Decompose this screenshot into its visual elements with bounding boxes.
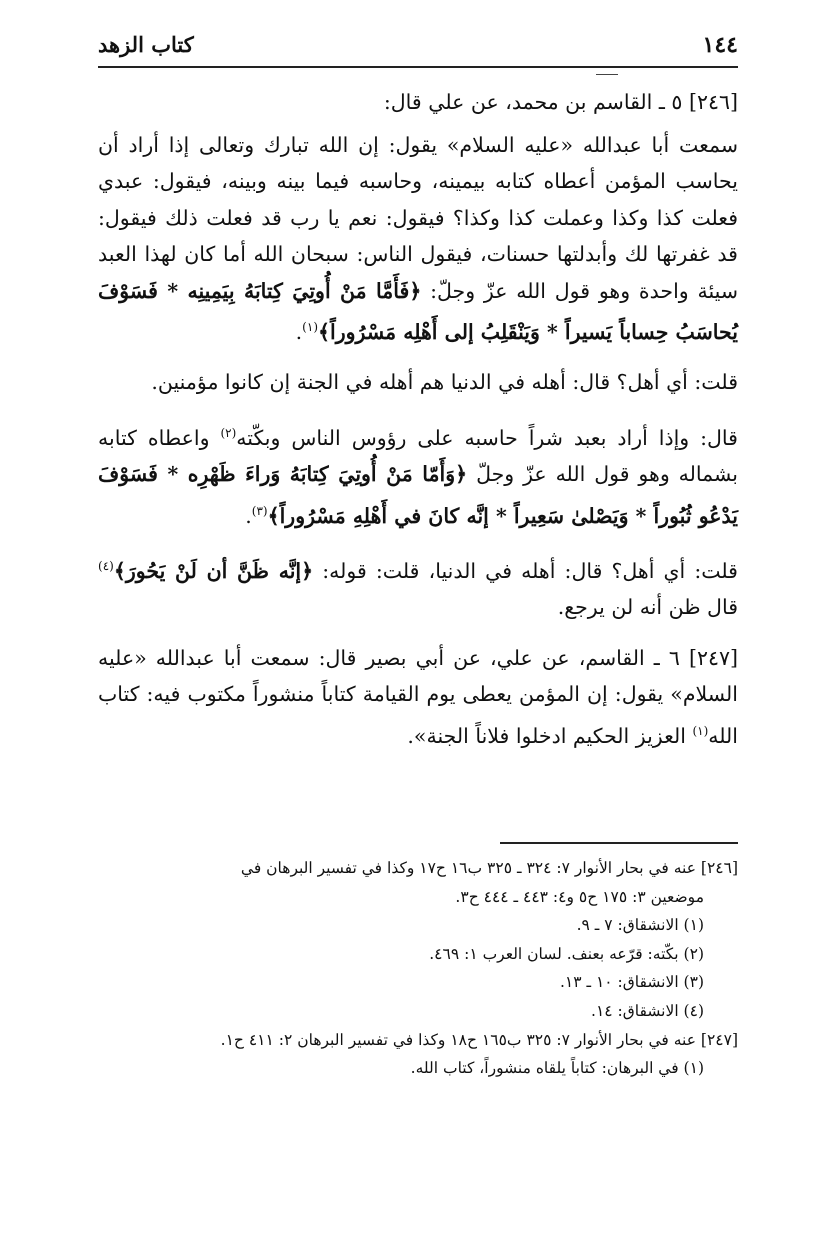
running-header xyxy=(98,28,738,64)
main-text xyxy=(98,84,738,768)
footnote-ref: (٢) xyxy=(220,425,237,440)
sentence-end: . xyxy=(245,503,252,528)
hadith-247-narration-b: العزيز الحكيم ادخلوا فلاناً الجنة». xyxy=(407,723,693,748)
footnote-246-4: (٤) الانشقاق: ١٤. xyxy=(591,1001,704,1020)
footnote-separator xyxy=(500,842,738,844)
hadith-246-text xyxy=(98,127,738,351)
header-rule xyxy=(98,66,738,68)
footnote-ref: (٤) xyxy=(98,558,114,573)
hadith-247-text xyxy=(98,640,738,754)
sentence-end: . xyxy=(295,319,303,344)
footnote-ref: (٣) xyxy=(251,503,268,518)
footnote-246-2: (٢) بكّته: قرّعه بعنف. لسان العرب ١: ٤٦٩. xyxy=(429,944,704,963)
hadith-246-narration: سمعت أبا عبدالله «عليه السلام» يقول: إن الله تبارك وتعالى إذا أراد أن يحاسب المؤمن أعطاه كتابه بيمينه، وحاسبه فيما بينه وبينه، فيقول: عبدي فعلت كذا وكذا وعملت كذا وكذا؟ فيقول: نعم يا رب قد فعلت ذلك فيقول: قد غفرتها لك وأبدلتها حسنات، فيقول الناس: سبحان الله أما كان لهذا العبد سيئة واحدة وهو قول الله عزّ وجلّ: xyxy=(98,132,738,303)
footnote-246-1: (١) الانشقاق: ٧ ـ ٩. xyxy=(576,916,704,935)
hadith-246-heading xyxy=(98,84,738,121)
footnote-247-source: [٢٤٧] عنه في بحار الأنوار ٧: ٣٢٥ ب١٦٥ ح١٨ وكذا في تفسير البرهان ٢: ٤١١ ح١. xyxy=(220,1030,738,1049)
hadith-246-question-2 xyxy=(98,548,738,626)
footnote-247-1: (١) في البرهان: كتاباً يلقاه منشوراً، كتاب الله. xyxy=(410,1059,704,1078)
footnotes xyxy=(98,854,738,1083)
quran-verse-inshiqaq-7-9: ﴿فَأَمَّا مَنْ أُوتِيَ كِتابَهُ بِيَمِينِه * فَسَوْفَ يُحاسَبُ حِساباً يَسيراً * وَيَنْقَلِبُ إلى أَهْلِه مَسْرُوراً﴾ xyxy=(98,278,738,344)
hadith-247-narration-a: [٢٤٧] ٦ ـ القاسم، عن علي، عن أبي بصير قال: سمعت أبا عبدالله «عليه السلام» يقول: إن المؤمن يعطى يوم القيامة كتاباً منشوراً مكتوب فيه: كتاب الله xyxy=(98,645,738,748)
question-text: قلت: أي أهل؟ قال: أهله في الدنيا، قلت: قوله: xyxy=(313,558,738,583)
hadith-246-question-1 xyxy=(98,364,738,401)
quran-verse-inshiqaq-10-13: ﴿وَأَمّا مَنْ أُوتِيَ كِتابَهُ وَراءَ ظَهْرِه * فَسَوْفَ يَدْعُو ثُبُوراً * وَيَصْلىٰ سَعِيراً * إنَّه كانَ في أَهْلِهِ مَسْرُوراً﴾ xyxy=(98,462,738,528)
footnote-246-3: (٣) الانشقاق: ١٠ ـ ١٣. xyxy=(559,973,704,992)
page-number: ١٤٤ xyxy=(702,32,738,58)
hadith-246-continuation xyxy=(98,415,738,534)
quran-verse-inshiqaq-14: ﴿إنَّه ظَنَّ أن لَنْ يَحُورَ﴾ xyxy=(113,558,314,583)
answer-text: قال ظن أنه لن يرجع. xyxy=(557,595,738,620)
footnote-ref: (١) xyxy=(302,320,318,334)
continuation-text-b: واعطاه كتابه بشماله وهو قول الله عزّ وجلّ xyxy=(98,425,738,487)
question-answer-text: قلت: أي أهل؟ قال: أهله في الدنيا هم أهله في الجنة إن كانوا مؤمنين. xyxy=(151,370,738,395)
footnote-ref: (١) xyxy=(692,723,709,738)
hadith-246-chain: [٢٤٦] ٥ ـ القاسم بن محمد، عن علي قال: xyxy=(383,90,738,114)
header-mark xyxy=(596,74,618,75)
book-title: كتاب الزهد xyxy=(98,32,194,57)
footnote-246-source-cont: موضعين ٣: ١٧٥ ح٥ و٤: ٤٤٣ ـ ٤٤٤ ح٣. xyxy=(455,887,704,906)
continuation-text-a: قال: وإذا أراد بعبد شراً حاسبه على رؤوس الناس وبكّته xyxy=(236,425,738,450)
footnote-246-source: [٢٤٦] عنه في بحار الأنوار ٧: ٣٢٤ ـ ٣٢٥ ب١٦ ح١٧ وكذا في تفسير البرهان في xyxy=(240,859,738,877)
